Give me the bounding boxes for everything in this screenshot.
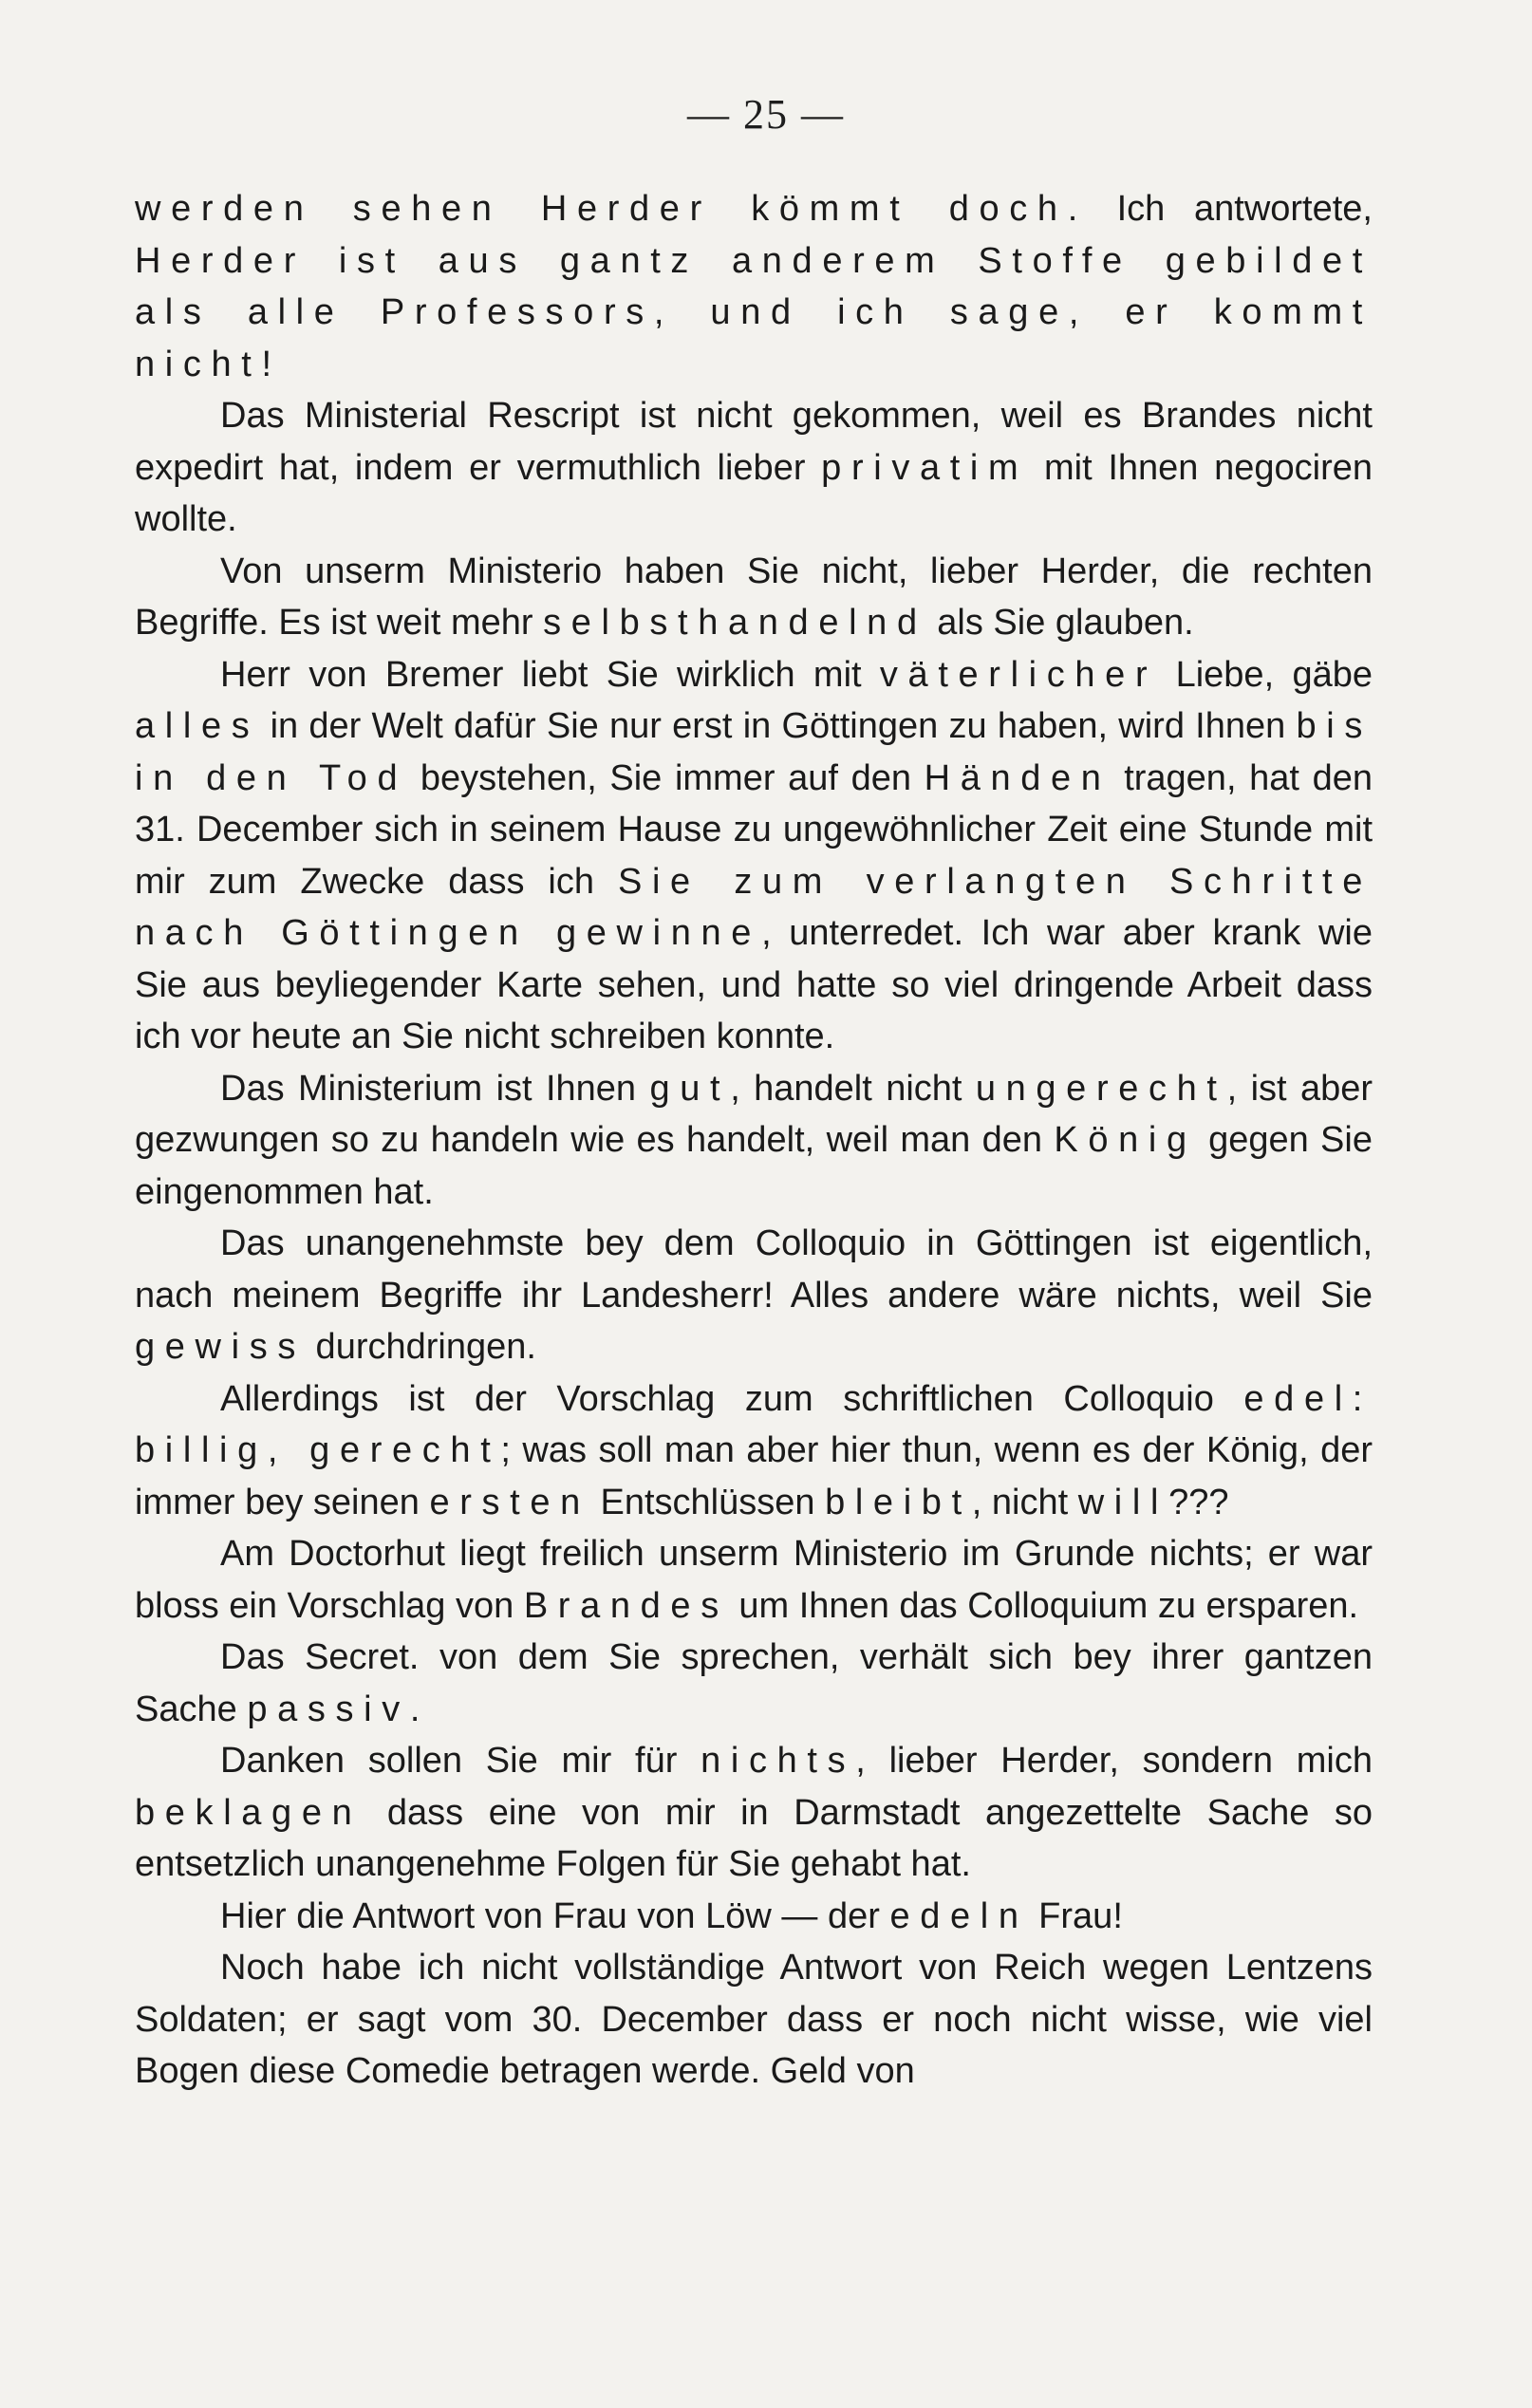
text-run: Das Ministerium ist Ihnen — [220, 1068, 650, 1109]
text-run: , ist aber gezwungen so zu handeln wie es handelt, weil man den — [135, 1068, 1373, 1160]
paragraph — [135, 649, 1373, 1063]
paragraph — [135, 1528, 1373, 1632]
text-run: Das Ministerial Rescript ist nicht gekommen, weil es Brandes nicht expedirt hat, indem er vermuthlich lieber — [135, 396, 1373, 488]
paragraph — [135, 1942, 1373, 2098]
text-run: , lieber Herder, sondern mich — [855, 1741, 1373, 1781]
text-run: Entschlüssen — [589, 1482, 826, 1522]
text-run: Frau! — [1028, 1895, 1123, 1936]
spaced-emphasis-text: edeln — [889, 1895, 1029, 1936]
paragraph — [135, 546, 1373, 649]
spaced-emphasis-text: Brandes — [523, 1585, 729, 1626]
text-run: Herr von Bremer liebt Sie wirklich mit — [220, 654, 880, 695]
spaced-emphasis-text: gut — [649, 1068, 731, 1109]
text-run: um Ihnen das Colloquium zu ersparen. — [728, 1585, 1359, 1626]
text-run: , handelt nicht — [730, 1068, 976, 1109]
page-number: — 25 — — [687, 91, 845, 138]
spaced-emphasis-text: privatim — [821, 447, 1029, 488]
text-run: beystehen, Sie immer auf den — [407, 757, 925, 798]
spaced-emphasis-text: edel: billig, gerecht — [135, 1378, 1373, 1470]
text-run: ; was soll man aber hier thun, wenn es der König, der immer bey seinen — [135, 1430, 1373, 1522]
text-run: Allerdings ist der Vorschlag zum schriftlichen Colloquio — [220, 1378, 1244, 1419]
text-run: , nicht — [971, 1482, 1078, 1522]
spaced-emphasis-text: väterlicher — [879, 654, 1158, 695]
paragraph — [135, 390, 1373, 546]
spaced-emphasis-text: ersten — [429, 1482, 590, 1522]
text-run: Noch habe ich nicht vollständige Antwort von Reich wegen Lentzens Soldaten; er sagt vom 30. December dass er noch nicht wisse, wie viel Bogen diese Comedie betragen werde. Geld von — [135, 1948, 1373, 2091]
text-run: . — [409, 1689, 420, 1729]
spaced-emphasis-text: gewiss — [135, 1327, 306, 1367]
spaced-emphasis-text: werden sehen Herder kömmt doch. — [135, 189, 1088, 229]
spaced-emphasis-text: alles — [135, 706, 260, 746]
spaced-emphasis-text: bleibt — [825, 1482, 972, 1522]
paragraph — [135, 1218, 1373, 1373]
text-run: mit Ihnen negociren wollte. — [135, 447, 1373, 539]
spaced-emphasis-text: beklagen — [135, 1792, 363, 1833]
text-run: Das Secret. von dem Sie sprechen, verhält sich bey ihrer gantzen Sache — [135, 1637, 1373, 1729]
spaced-emphasis-text: Händen — [924, 757, 1112, 798]
spaced-emphasis-text: selbsthandelnd — [543, 603, 927, 643]
spaced-emphasis-text: will — [1077, 1482, 1169, 1522]
paragraph — [135, 1632, 1373, 1735]
spaced-emphasis-text: ungerecht — [975, 1068, 1227, 1109]
text-run: tragen, hat den 31. December sich in seinem Hause zu ungewöhnlicher Zeit eine Stunde mit mir zum Zwecke dass ich — [135, 757, 1373, 902]
text-run: Hier die Antwort von Frau von Löw — der — [220, 1895, 890, 1936]
spaced-emphasis-text: König — [1054, 1120, 1197, 1160]
spaced-emphasis-text: Herder ist aus gantz anderem Stoffe gebildet als alle Professors, und ich sage, er kommt nicht! — [135, 240, 1373, 384]
spaced-emphasis-text: bis in den Tod — [135, 706, 1373, 798]
text-run: als Sie glauben. — [926, 603, 1194, 643]
text-run: Von unserm Ministerio haben Sie nicht, lieber Herder, die rechten Begriffe. Es ist weit mehr — [135, 551, 1373, 643]
text-run: gegen Sie eingenommen hat. — [135, 1120, 1373, 1212]
paragraph — [135, 1735, 1373, 1891]
text-run: in der Welt dafür Sie nur erst in Göttingen zu haben, wird Ihnen — [259, 706, 1297, 746]
paragraph — [135, 1891, 1373, 1943]
paragraph — [135, 1063, 1373, 1219]
text-run: , unterredet. Ich war aber krank wie Sie aus beyliegender Karte sehen, und hatte so viel dringende Arbeit dass ich vor heute an Sie nicht schreiben konnte. — [135, 913, 1373, 1056]
spaced-emphasis-text: nichts — [701, 1741, 856, 1781]
text-run: Am Doctorhut liegt freilich unserm Ministerio im Grunde nichts; er war bloss ein Vorschlag von — [135, 1534, 1373, 1626]
spaced-emphasis-text: passiv — [247, 1689, 410, 1729]
paragraph — [135, 1373, 1373, 1529]
spaced-emphasis-text: Sie zum verlangten Schritte nach Göttingen gewinne — [135, 861, 1373, 953]
text-run: ??? — [1168, 1482, 1229, 1522]
letter-body — [135, 183, 1373, 2098]
text-run: Das unangenehmste bey dem Colloquio in Göttingen ist eigentlich, nach meinem Begriffe ihr Landesherr! Alles andere wäre nichts, weil Sie — [135, 1223, 1373, 1316]
paragraph — [135, 183, 1373, 390]
text-run: Danken sollen Sie mir für — [220, 1741, 701, 1781]
text-run: dass eine von mir in Darmstadt angezettelte Sache so entsetzlich unangenehme Folgen für Sie gehabt hat. — [135, 1792, 1373, 1884]
text-run: Ich antwortete, — [1087, 189, 1373, 229]
text-run: Liebe, gäbe — [1157, 654, 1373, 695]
text-run: durchdringen. — [306, 1327, 536, 1367]
